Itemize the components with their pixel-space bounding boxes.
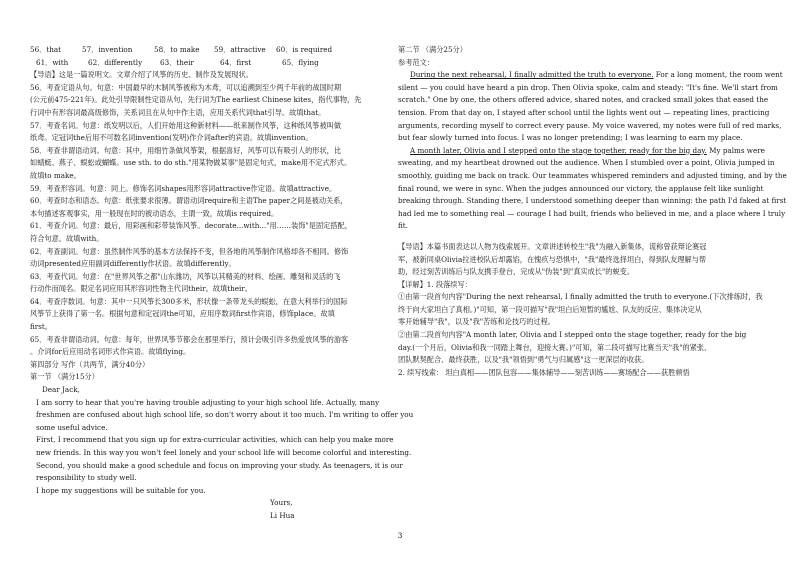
guide-line: (公元前475-221年)。此处引导限制性定语从句，先行词为The earliest Chinese kites，指代事物，先 [30,95,362,105]
answer-row-1 [30,44,386,57]
reference-label: 参考范文： [398,57,434,67]
letter-signature: Li Hua [270,510,295,520]
guide-line: first。 [30,322,52,332]
essay-line: tension. From that day on, I stayed after school until the lights went out — repeating lines, practicing [398,107,770,117]
guide-line: 65．考查非谓语动词。句意：每年，世界风筝节都会在那里举行，预计会吸引许多热爱放风筝的游客 [30,334,349,344]
letter-line: I hope my suggestions will be suitable for you. [36,485,206,495]
guide-line: 59．考查形容词。句意：同上。修饰名词shapes用形容词attractive作定语。故填attractive。 [30,183,337,193]
guide-line: 行词中有形容词最高级修饰，关系词且在从句中作主语，应用关系代词that引导。故填that。 [30,107,326,117]
guide-line: 58．考查非谓语动词。句意：其中，用细竹条做风筝架，根据喜好，风筝可以有吸引人的形状，比 [30,145,342,155]
essay-line: breaking through. Standing there, I understood something deeper than winning: the path I'd faked at first [398,196,787,206]
essay-line: final round, we were in sync. When the judges announced our victory, the applause felt like sunlight [398,183,764,193]
letter-line: First, I recommend that you sign up for extra-curricular activities, which can help you make more [36,435,394,445]
guide-line: 【导语】本篇书面表达以人物为线索展开。文章讲述转校生"我"为融入新集体，谎称曾获辩论赛冠 [398,241,707,251]
essay-line: silent — you could have heard a pin drop. Then Olivia spoke, calm and steady: "It's fine. We'll start from [398,82,778,92]
guide-line: 终于向大家坦白了真相。)"可知，第一段可描写"我"坦白后短暂的尴尬、队友的反应、集体决定从 [398,304,702,314]
guide-line: 如蜻蜓、燕子、蜈蚣或蝴蝶。use sth. to do sth."用某物做某事"是固定句式，make用不定式形式。 [30,158,352,168]
section-title: 第二节 （满分25分） [398,45,467,54]
right-column [398,44,787,379]
guide-line: 。介词for后应用动名词形式作宾语。故填flying。 [30,347,191,357]
guide-line: ②由第二段首句内容"A month later, Olivia and I stepped onto the stage together, ready for the big [398,330,747,340]
answer-60: 60．is required [276,45,333,54]
answer-57: 57．invention [82,45,133,54]
guide-line: 57．考查名词。句意：纸发明以后，人们开始用这种新材料——纸来制作风筝，这种纸风筝被叫做 [30,120,342,130]
guide-line: 故填to make。 [30,170,81,180]
model-essay-para-2 [398,145,787,233]
answer-61: 61．with [36,57,69,67]
letter-line: I am sorry to hear that you're having trouble adjusting to your high school life. Actually, many [36,397,380,407]
answer-62: 62．differently [88,57,143,67]
answer-59: 59．attractive [214,45,266,54]
essay-line: During the next rehearsal, I finally admitted the truth to everyone. For a long moment, the room went [410,70,783,80]
explanation-block [30,69,386,359]
guide-line: 风筝节上获得了第一名。根据句意和定冠词the可知，应用序数词first作宾语，修饰place。故填 [30,309,335,319]
essay-line: A month later, Olivia and I stepped onto the stage together, ready for the big day. My palms were [410,145,765,155]
given-opening-sentence: During the next rehearsal, I finally admitted the truth to everyone. [410,70,654,80]
answer-row-2 [30,57,386,70]
answer-56: 56．that [30,45,62,54]
guide-line: 【导语】这是一篇说明文。文章介绍了风筝的历史、制作及发展现状。 [30,70,253,80]
essay-line: but fear slowly turned into focus. I was no longer pretending; I was learning to earn my place. [398,133,743,143]
guide-line: 64．考查序数词。句意：其中一只风筝长300多米，形状像一条带龙头的蜈蚣，在意大利举行的国际 [30,296,348,306]
letter-line: responsibility to study well. [36,473,137,483]
guide-line: ①由第一段首句内容"During the next rehearsal, I finally admitted the truth to everyone.(下次排练时，我 [398,292,763,302]
answer-64: 64．first [220,57,252,67]
guide-line: 纸鸢。定冠词the后用不可数名词invention(发明)作介词after的宾语。故填invention。 [30,133,313,143]
essay-line: scratch." One by one, the others offered advice, shared notes, and cracked small jokes that eased the [398,95,769,105]
guide-line: 2. 续写线索： 坦白真相——团队包容——集体辅导——刻苦训练——赛场配合——获胜顿悟 [398,367,690,377]
guide-line: 零开始辅导"我"，以及"我"苦练和论技巧的过程。 [398,317,555,327]
subsection-title: 第一节 （满分15分） [30,372,99,382]
guide-line: 本句描述客观事实，用一般现在时的被动语态，主谓一致，故填is required。 [30,208,279,218]
guide-line: day.(一个月后，Olivia和我一同踏上舞台，迎接大赛。)"可知，第二段可描写比赛当天"我"的紧张、 [398,342,712,352]
answer-63: 63．their [160,57,194,67]
section-title: 第四部分 写作（共两节，满分40分） [30,359,150,369]
letter-line: some useful advice. [36,422,108,432]
explanation-block [398,241,776,380]
essay-line: arguments, recording myself to correct every pause. My voice wavered, my notes were full of red marks, [398,120,782,130]
answer-58: 58．to make [154,45,200,54]
guide-line: 【详解】1. 段落续写： [398,279,472,289]
guide-line: 符合句意。故填with。 [30,233,104,243]
guide-line: 56．考查定语从句。句意：中国最早的木制风筝被称为木鸢，可以追溯到至少两千年前的战国时期 [30,82,342,92]
essay-line: sweating, and my heartbeat drowned out the audience. When I stumbled over a point, Olivia jumped in [398,158,775,168]
guide-line: 63．考查代词。句意：在"世界风筝之都"山东潍坊，风筝以其精美的材料、绘画、雕刻和灵活的飞 [30,271,341,281]
guide-line: 团队默契配合、最终获胜，以及"我"领悟到"勇气与归属感"这一更深层的收获。 [398,355,649,365]
guide-line: 行动作而闻名。限定名词应用其形容词性物主代词their。故填their。 [30,284,252,294]
guide-line: 61．考查介词。句意：最后，用彩画和彩带装饰风筝。decorate...with..."用……装饰"是固定搭配， [30,221,352,231]
essay-line: had led me to something real — courage I had built, friends who believed in me, and a place where I truly [398,208,786,218]
letter-line: new friends. In this way you won't feel lonely and your school life will become colorful and interesting. [36,448,412,457]
given-opening-sentence: A month later, Olivia and I stepped onto the stage together, ready for the big day. [410,145,707,155]
essay-line: smoothly, guiding me back on track. Our teammates whispered reminders and adjusted timing, and by the [398,170,787,180]
guide-line: 军，被新同桌Olivia拉进校队后却露馅，在愧疚与恐惧中，"我"最终选择坦白，得到队友理解与帮 [398,254,707,264]
guide-line: 助，经过刻苦训练后与队友携手登台，完成从"伪装"到"真实成长"的蜕变。 [398,267,635,277]
guide-line: 62．考查副词。句意：虽然制作风筝的基本方法保持不变，但各地的风筝制作风格却各不相同。修饰 [30,246,349,256]
guide-line: 60．考查时态和语态。句意：纸张要求很薄。谓语动词require和主语The paper之间是被动关系， [30,196,348,206]
letter-greeting: Dear Jack, [42,385,80,395]
guide-line: 动词presented应用副词differently作状语。故填differently。 [30,259,236,269]
answer-65: 65．flying [282,57,319,67]
essay-line: fit. [398,221,408,231]
model-essay-para-1 [398,69,783,145]
letter-closing: Yours, [270,498,293,508]
page-number: 3 [397,531,403,540]
letter-line: freshmen are confused about high school life, so don't worry about it too much. I'm writing to offer you [36,410,414,420]
letter-line: Second, you should make a good schedule and focus on improving your study. As teenagers, it is our [36,460,403,470]
letter-body [30,397,414,498]
